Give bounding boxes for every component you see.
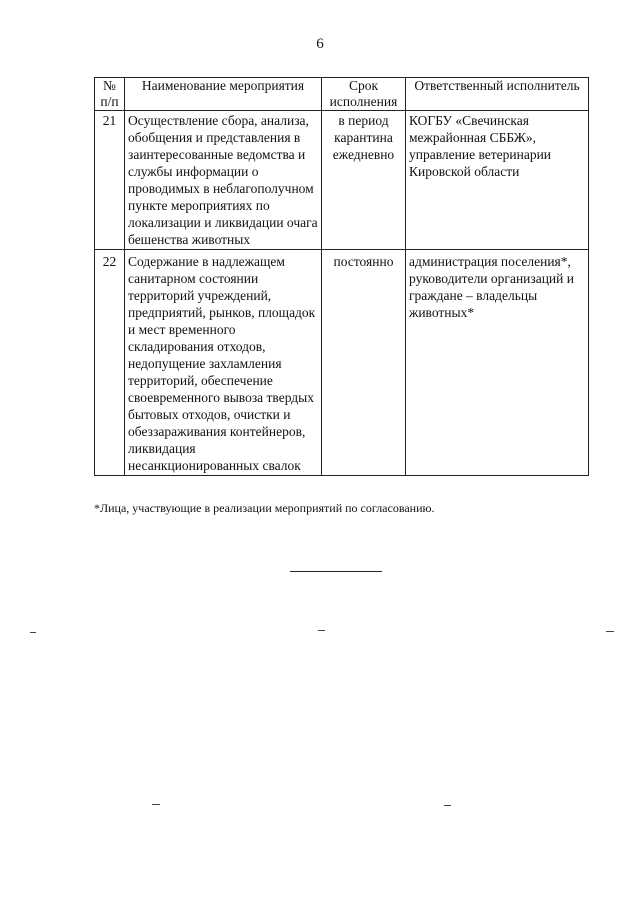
- row-deadline: в период карантина ежедневно: [322, 111, 406, 250]
- scan-speck: [606, 631, 614, 632]
- header-number: № п/п: [95, 78, 125, 111]
- scan-speck: [318, 630, 325, 631]
- table-row: [95, 250, 589, 476]
- row-deadline: постоянно: [322, 250, 406, 476]
- header-measure-name: Наименование мероприятия: [125, 78, 322, 111]
- table-header-row: [95, 78, 589, 111]
- row-number: 21: [95, 111, 125, 250]
- row-responsible: КОГБУ «Свечинская межрайонная СББЖ», управление ветеринарии Кировской области: [406, 111, 589, 250]
- scan-speck: [152, 804, 160, 805]
- row-measure-name: Осуществление сбора, анализа, обобщения и представления в заинтересованные ведомства и службы информации о проводимых в неблагополучном пункте мероприятиях по локализации и ликвидации очага бешенства животных: [125, 111, 322, 250]
- page-number: 6: [316, 36, 324, 52]
- measures-table: [94, 77, 589, 476]
- table-row: [95, 111, 589, 250]
- header-responsible: Ответственный исполнитель: [406, 78, 589, 111]
- row-measure-name: Содержание в надлежащем санитарном состоянии территорий учреждений, предприятий, рынков, площадок и мест временного складирования отходов, недопущение захламления территорий, обеспечение своевременного вывоза твердых бытовых отходов, очистки и обеззараживания контейнеров, ликвидация несанкционированных свалок: [125, 250, 322, 476]
- row-number: 22: [95, 250, 125, 476]
- row-responsible: администрация поселения*, руководители организаций и граждане – владельцы животных*: [406, 250, 589, 476]
- scan-speck: [444, 805, 451, 806]
- scan-speck: [30, 632, 36, 633]
- header-deadline: Срок исполнения: [322, 78, 406, 111]
- footnote: *Лица, участвующие в реализации мероприятий по согласованию.: [94, 501, 435, 515]
- end-divider-line: [290, 571, 382, 572]
